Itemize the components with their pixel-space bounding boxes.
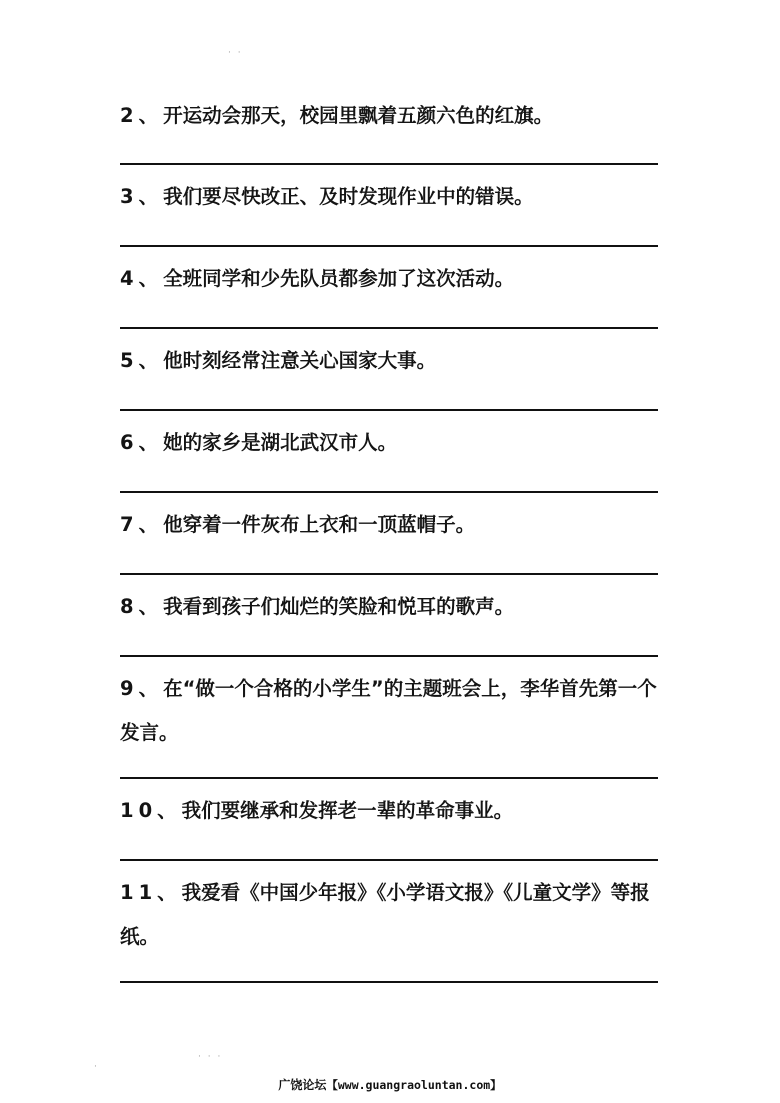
- sentence-item-10: [120, 789, 660, 833]
- corner-speck-mark: ·: [94, 1062, 99, 1072]
- sentence-item-2: [120, 94, 660, 138]
- sentence-item-9: [120, 667, 660, 755]
- item-text: 我看到孩子们灿烂的笑脸和悦耳的歌声。: [163, 595, 515, 618]
- bottom-speck-mark: · · ·: [198, 1052, 223, 1062]
- item-number: 5、: [120, 349, 164, 372]
- answer-line-11[interactable]: [120, 981, 658, 983]
- footer-url-link[interactable]: 【www.guangraoluntan.com】: [326, 1078, 502, 1092]
- answer-line-5[interactable]: [120, 409, 658, 411]
- item-number: 3、: [120, 185, 164, 208]
- item-text: 他时刻经常注意关心国家大事。: [163, 349, 437, 372]
- footer-watermark: [0, 1076, 780, 1093]
- sentence-item-4: [120, 257, 660, 301]
- sentence-item-5: [120, 339, 660, 383]
- answer-line-6[interactable]: [120, 491, 658, 493]
- answer-line-2[interactable]: [120, 163, 658, 165]
- item-number: 7、: [120, 513, 164, 536]
- item-text: 她的家乡是湖北武汉市人。: [163, 431, 398, 454]
- item-text: 我们要继承和发挥老一辈的革命事业。: [181, 799, 514, 822]
- answer-line-8[interactable]: [120, 655, 658, 657]
- item-number: 11、: [120, 881, 182, 904]
- item-text: 开运动会那天，校园里飘着五颜六色的红旗。: [163, 104, 554, 127]
- item-text: 我爱看《中国少年报》《小学语文报》《儿童文学》等报纸。: [120, 881, 650, 948]
- item-text: 在“做一个合格的小学生”的主题班会上，李华首先第一个发言。: [120, 677, 657, 744]
- sentence-item-8: [120, 585, 660, 629]
- answer-line-10[interactable]: [120, 859, 658, 861]
- item-number: 6、: [120, 431, 164, 454]
- top-speck-mark: · ·: [228, 48, 243, 58]
- item-text: 全班同学和少先队员都参加了这次活动。: [163, 267, 515, 290]
- item-text: 他穿着一件灰布上衣和一顶蓝帽子。: [163, 513, 476, 536]
- sentence-item-6: [120, 421, 660, 465]
- sentence-item-11: [120, 871, 660, 959]
- item-number: 4、: [120, 267, 164, 290]
- answer-line-7[interactable]: [120, 573, 658, 575]
- footer-site-name: 广饶论坛: [278, 1078, 327, 1092]
- item-number: 10、: [120, 799, 182, 822]
- sentence-item-7: [120, 503, 660, 547]
- item-text: 我们要尽快改正、及时发现作业中的错误。: [163, 185, 534, 208]
- answer-line-9[interactable]: [120, 777, 658, 779]
- sentence-item-3: [120, 175, 660, 219]
- answer-line-3[interactable]: [120, 245, 658, 247]
- answer-line-4[interactable]: [120, 327, 658, 329]
- item-number: 9、: [120, 677, 164, 700]
- item-number: 2、: [120, 104, 164, 127]
- item-number: 8、: [120, 595, 164, 618]
